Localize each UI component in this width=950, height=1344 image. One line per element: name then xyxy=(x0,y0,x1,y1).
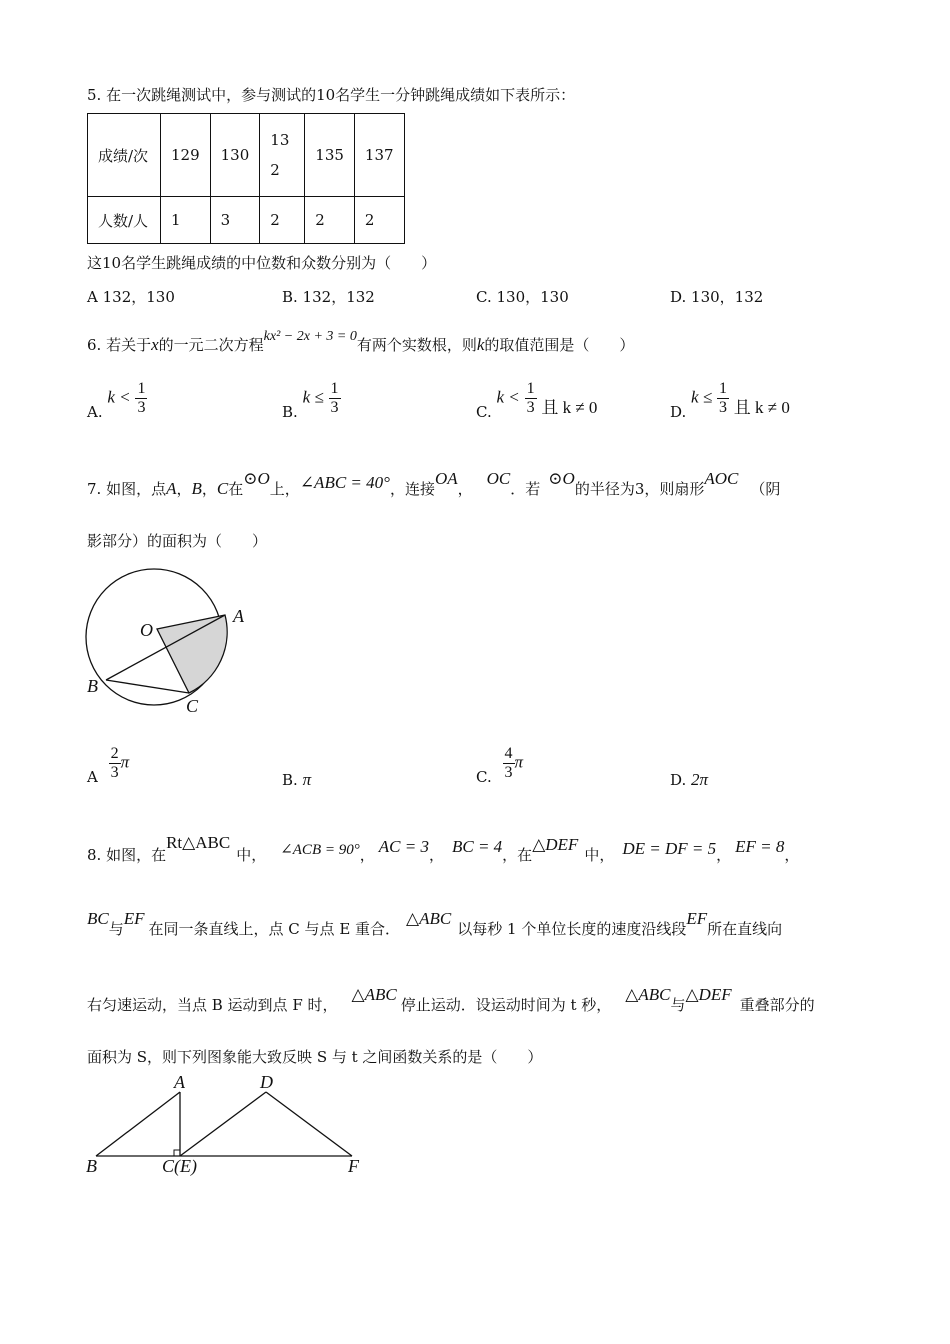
q7-text: ．若 xyxy=(510,480,541,498)
segment-bc: BC xyxy=(87,909,109,928)
table-cell: 人数/人 xyxy=(88,197,161,244)
table-cell: 130 xyxy=(210,114,260,197)
label-c-e: C(E) xyxy=(162,1156,197,1176)
q6-option-d[interactable] xyxy=(670,380,790,421)
q7-stem-line2: 影部分）的面积为（ ） xyxy=(87,532,268,550)
q7-circle-figure xyxy=(80,560,260,720)
label-f: F xyxy=(348,1156,359,1176)
q7-option-d[interactable] xyxy=(670,770,708,790)
numerator: 1 xyxy=(526,380,535,397)
denominator: 3 xyxy=(526,399,535,416)
q8-text: 所在直线向 xyxy=(707,920,783,938)
table-cell: 135 xyxy=(305,114,355,197)
q6-stem xyxy=(87,329,635,355)
table-cell: 129 xyxy=(161,114,211,197)
q8-text: ， xyxy=(716,846,732,864)
q8-text: 停止运动．设运动时间为 t 秒， xyxy=(400,996,612,1014)
fraction xyxy=(109,745,121,782)
numerator: 4 xyxy=(504,745,513,762)
triangle-rt-abc: Rt△ABC xyxy=(166,833,231,852)
q6-text: 的一元二次方程 xyxy=(158,336,264,354)
q6-text: 6. 若关于 xyxy=(87,336,152,354)
q6-option-c[interactable] xyxy=(476,380,598,421)
segment-bc xyxy=(106,680,189,693)
q8-text: 8. 如图，在 xyxy=(87,846,167,864)
q6-text: 的取值范围是（ ） xyxy=(484,336,635,354)
q5-question: 这10名学生跳绳成绩的中位数和众数分别为（ ） xyxy=(87,254,437,272)
label-c: C xyxy=(186,696,199,716)
denominator: 3 xyxy=(110,764,119,781)
q7-text: 的半径为3，则扇形 xyxy=(574,480,705,498)
numerator: 1 xyxy=(330,380,339,397)
q8-text: 在同一条直线上，点 C 与点 E 重合． xyxy=(148,920,401,938)
segment-oa: OA xyxy=(434,469,458,488)
q8-text: 重叠部分的 xyxy=(739,996,815,1014)
angle-acb: ∠ACB = 90° xyxy=(280,842,360,858)
q8-text: ，在 xyxy=(502,846,533,864)
table-cell: 成绩/次 xyxy=(88,114,161,197)
numerator: 2 xyxy=(110,745,119,762)
var-k: k xyxy=(476,335,485,354)
pi-symbol: π xyxy=(514,752,524,772)
angle-abc: ∠ABC = 40° xyxy=(299,473,390,492)
option-label: C. xyxy=(476,767,492,786)
q5-option-b[interactable]: B. 132，132 xyxy=(282,288,375,306)
point-b: B xyxy=(191,479,202,498)
q8-triangles-figure xyxy=(82,1070,372,1180)
segment-ef: EF xyxy=(123,909,145,928)
label-a: A xyxy=(174,1072,185,1092)
sector-aoc: AOC xyxy=(704,469,739,488)
q7-text: ，连接 xyxy=(389,480,435,498)
q7-option-a[interactable] xyxy=(87,745,130,786)
point-c: C xyxy=(216,479,229,498)
q7-text: ， xyxy=(201,480,217,498)
q8-text: 右匀速运动，当点 B 运动到点 F 时， xyxy=(87,996,338,1014)
shaded-sector xyxy=(157,615,227,693)
segment-df xyxy=(266,1092,352,1156)
q6-option-a[interactable] xyxy=(87,380,147,421)
q8-text: 中， xyxy=(236,846,267,864)
label-o: O xyxy=(140,620,153,640)
q8-stem-line3 xyxy=(87,985,815,1015)
q5-option-c[interactable]: C. 130，130 xyxy=(476,288,569,306)
triangle-def: △DEF xyxy=(685,985,732,1004)
length-ac: AC = 3 xyxy=(378,837,429,856)
fraction xyxy=(135,380,147,417)
fraction xyxy=(329,380,341,417)
option-relation: k < xyxy=(107,387,131,407)
q8-stem-line1 xyxy=(87,833,800,865)
q8-text: 与 xyxy=(108,920,124,938)
label-b: B xyxy=(86,1156,97,1176)
label-a: A xyxy=(233,606,244,626)
numerator: 1 xyxy=(137,380,146,397)
var-x: x xyxy=(151,335,159,354)
q7-text: 在 xyxy=(228,480,244,498)
q8-text: 中， xyxy=(584,846,615,864)
q8-text: 以每秒 1 个单位长度的速度沿线段 xyxy=(457,920,687,938)
pi-symbol: π xyxy=(120,752,130,772)
q8-text: ， xyxy=(784,846,800,864)
option-relation: k < xyxy=(496,387,520,407)
q7-option-c[interactable] xyxy=(476,745,524,786)
triangle-abc: △ABC xyxy=(625,985,671,1004)
segment-ed xyxy=(180,1092,266,1156)
lengths-de-df: DE = DF = 5 xyxy=(622,839,717,858)
q6-text: 有两个实数根，则 xyxy=(356,336,477,354)
option-label: D. xyxy=(670,771,687,789)
q8-text: ， xyxy=(359,846,375,864)
q7-option-b[interactable] xyxy=(282,770,311,790)
segment-oc: OC xyxy=(486,469,511,488)
triangle-abc: △ABC xyxy=(351,985,397,1004)
fraction xyxy=(503,745,515,782)
option-label: D. xyxy=(670,402,687,421)
option-relation: k ≤ xyxy=(302,387,324,407)
table-cell: 13 2 xyxy=(260,114,305,197)
circle-o: ⊙O xyxy=(548,469,575,488)
q7-text: 7. 如图，点 xyxy=(87,480,167,498)
q5-stem: 5. 在一次跳绳测试中，参与测试的10名学生一分钟跳绳成绩如下表所示： xyxy=(87,86,576,104)
segment-ef: EF xyxy=(686,909,708,928)
option-label: A xyxy=(87,767,98,786)
q7-text: ， xyxy=(457,480,473,498)
label-d: D xyxy=(260,1072,273,1092)
q8-stem-line4: 面积为 S，则下列图象能大致反映 S 与 t 之间函数关系的是（ ） xyxy=(87,1048,543,1066)
option-label: C. xyxy=(476,402,492,421)
q8-text: 与 xyxy=(670,996,686,1014)
option-label: A. xyxy=(87,402,103,421)
score-table xyxy=(87,113,405,244)
q7-text: （阴 xyxy=(750,480,781,498)
fraction xyxy=(717,380,729,417)
circle-o: ⊙O xyxy=(243,469,270,488)
denominator: 3 xyxy=(137,399,146,416)
option-label: B. xyxy=(282,771,298,789)
denominator: 3 xyxy=(718,399,727,416)
table-cell: 2 xyxy=(354,197,404,244)
option-label: B. xyxy=(282,402,298,421)
table-row xyxy=(88,197,405,244)
point-a: A xyxy=(166,479,177,498)
table-cell: 2 xyxy=(305,197,355,244)
q7-text: ， xyxy=(176,480,192,498)
q5-option-d[interactable]: D. 130，132 xyxy=(670,288,764,306)
fraction xyxy=(525,380,537,417)
length-ef: EF = 8 xyxy=(735,837,785,856)
option-value: π xyxy=(302,770,312,789)
option-value: 2π xyxy=(691,770,709,789)
q6-option-b[interactable] xyxy=(282,380,341,421)
table-cell: 137 xyxy=(354,114,404,197)
table-cell: 3 xyxy=(210,197,260,244)
q7-stem-line1 xyxy=(87,469,781,499)
option-tail: 且 k ≠ 0 xyxy=(541,397,598,417)
option-relation: k ≤ xyxy=(691,387,713,407)
table-cell: 2 xyxy=(260,197,305,244)
numerator: 1 xyxy=(718,380,727,397)
segment-ab xyxy=(96,1092,180,1156)
denominator: 3 xyxy=(330,399,339,416)
triangle-abc: △ABC xyxy=(406,909,452,928)
triangle-def: △DEF xyxy=(532,835,579,854)
q5-option-a[interactable]: A 132，130 xyxy=(87,288,175,306)
q6-equation: kx² − 2x + 3 = 0 xyxy=(263,329,357,344)
denominator: 3 xyxy=(504,764,513,781)
label-b: B xyxy=(87,676,98,696)
length-bc: BC = 4 xyxy=(451,837,503,856)
table-cell: 1 xyxy=(161,197,211,244)
q8-text: ， xyxy=(428,846,444,864)
q7-text: 上， xyxy=(269,480,300,498)
option-tail: 且 k ≠ 0 xyxy=(733,397,790,417)
q8-stem-line2 xyxy=(87,909,783,939)
table-row xyxy=(88,114,405,197)
